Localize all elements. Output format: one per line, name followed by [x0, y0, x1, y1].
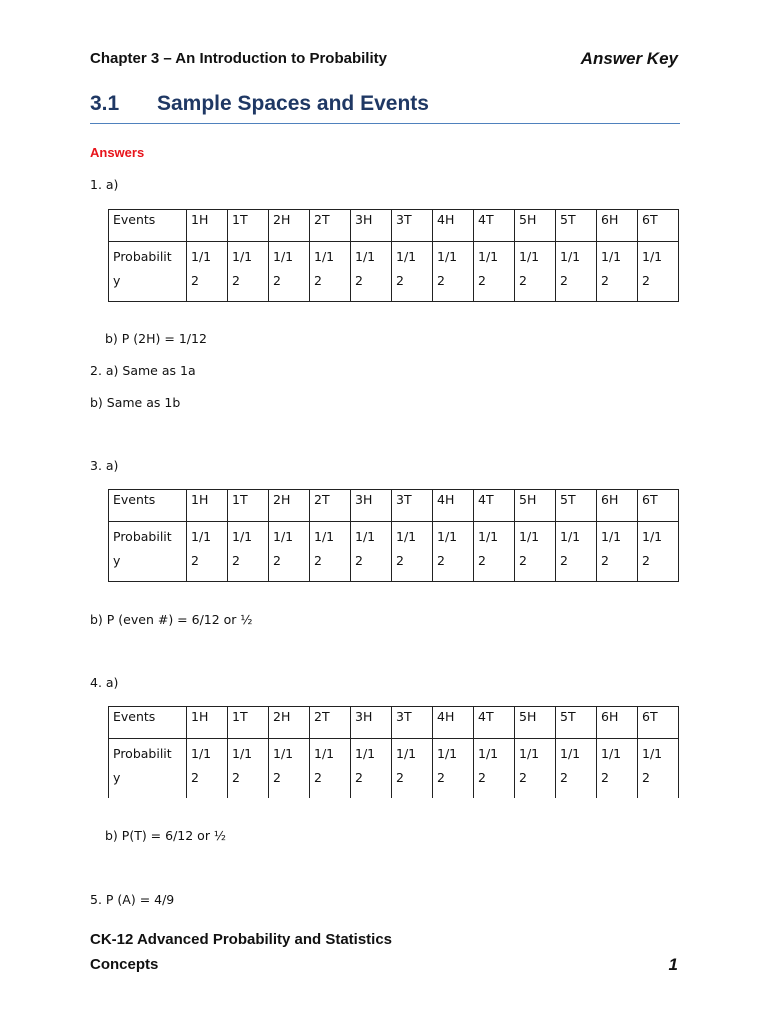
probability-value-line: 1/1: [601, 529, 622, 544]
probability-value-line: 2: [560, 553, 568, 568]
probability-value-line: 2: [232, 273, 240, 288]
probability-value-line: 1/1: [355, 529, 376, 544]
probability-value-line: 1/1: [601, 746, 622, 761]
event-cell: 4T: [474, 210, 515, 242]
event-cell: 5H: [515, 707, 556, 739]
probability-value-line: 1/1: [273, 249, 294, 264]
probability-cell: [351, 522, 392, 582]
probability-label-line: Probabilit: [113, 249, 172, 264]
probability-value-line: 2: [232, 770, 240, 785]
q2-b: b) Same as 1b: [90, 395, 181, 410]
probability-value-line: 2: [396, 273, 404, 288]
probability-table-1: [108, 209, 679, 302]
probability-value-line: 1/1: [273, 529, 294, 544]
q4-b: b) P(T) = 6/12 or ½: [105, 828, 227, 843]
probability-value-line: 1/1: [437, 529, 458, 544]
probability-cell: [638, 242, 679, 302]
probability-value-line: 1/1: [642, 529, 663, 544]
probability-label-line: Probabilit: [113, 746, 172, 761]
probability-cell: [474, 739, 515, 799]
event-cell: 4H: [433, 210, 474, 242]
event-cell: 6T: [638, 707, 679, 739]
probability-value-line: 2: [642, 553, 650, 568]
section-title: Sample Spaces and Events: [157, 92, 429, 115]
answer-key-label: Answer Key: [580, 49, 678, 68]
probability-value-line: 2: [560, 273, 568, 288]
events-row: [109, 210, 679, 242]
event-cell: 3H: [351, 707, 392, 739]
event-cell: 3T: [392, 490, 433, 522]
probability-cell: [392, 739, 433, 799]
probability-value-line: 1/1: [396, 249, 417, 264]
probability-label-line: Probabilit: [113, 529, 172, 544]
probability-value-line: 2: [232, 553, 240, 568]
section-heading: [90, 92, 429, 116]
event-cell: 1H: [187, 490, 228, 522]
probability-value-line: 2: [601, 553, 609, 568]
probability-value-line: 2: [191, 553, 199, 568]
probability-value-line: 1/1: [355, 249, 376, 264]
probability-value-line: 1/1: [478, 746, 499, 761]
footer-book-title: CK-12 Advanced Probability and Statistics: [90, 931, 393, 948]
q2-a: 2. a) Same as 1a: [90, 363, 196, 378]
probability-cell: [269, 522, 310, 582]
probability-value-line: 1/1: [273, 746, 294, 761]
chapter-title: Chapter 3 – An Introduction to Probability: [90, 50, 387, 67]
probability-label-line: y: [113, 273, 121, 288]
probability-value-line: 2: [560, 770, 568, 785]
event-cell: 1H: [187, 210, 228, 242]
probability-row: [109, 522, 679, 582]
probability-cell: [597, 522, 638, 582]
probability-value-line: 2: [396, 770, 404, 785]
events-label-cell: Events: [109, 490, 187, 522]
event-cell: 3H: [351, 490, 392, 522]
probability-value-line: 1/1: [519, 249, 540, 264]
probability-value-line: 1/1: [519, 746, 540, 761]
probability-value-line: 2: [437, 770, 445, 785]
probability-row: [109, 739, 679, 799]
probability-value-line: 2: [519, 553, 527, 568]
event-cell: 5H: [515, 210, 556, 242]
probability-value-line: 2: [601, 273, 609, 288]
event-cell: 5T: [556, 490, 597, 522]
probability-table-3: [108, 489, 679, 582]
probability-cell: [269, 242, 310, 302]
events-row: [109, 490, 679, 522]
probability-value-line: 2: [314, 770, 322, 785]
event-cell: 5T: [556, 707, 597, 739]
event-cell: 5H: [515, 490, 556, 522]
probability-value-line: 1/1: [478, 529, 499, 544]
probability-value-line: 1/1: [560, 249, 581, 264]
event-cell: 2T: [310, 210, 351, 242]
probability-cell: [515, 242, 556, 302]
probability-label-line: y: [113, 770, 121, 785]
probability-value-line: 1/1: [560, 529, 581, 544]
probability-cell: [269, 739, 310, 799]
probability-cell: [187, 522, 228, 582]
event-cell: 1H: [187, 707, 228, 739]
event-cell: 3H: [351, 210, 392, 242]
probability-cell: [556, 242, 597, 302]
probability-value-line: 1/1: [191, 746, 212, 761]
probability-value-line: 1/1: [314, 529, 335, 544]
event-cell: 5T: [556, 210, 597, 242]
probability-value-line: 1/1: [232, 529, 253, 544]
event-cell: 6T: [638, 210, 679, 242]
probability-value-line: 1/1: [232, 249, 253, 264]
event-cell: 2H: [269, 707, 310, 739]
event-cell: 2T: [310, 490, 351, 522]
event-cell: 1T: [228, 490, 269, 522]
probability-cell: [515, 522, 556, 582]
q1-a: 1. a): [90, 177, 119, 192]
probability-cell: [556, 739, 597, 799]
probability-value-line: 1/1: [437, 746, 458, 761]
section-divider: [90, 123, 680, 124]
probability-cell: [187, 739, 228, 799]
event-cell: 6T: [638, 490, 679, 522]
probability-cell: [638, 739, 679, 799]
event-cell: 4H: [433, 490, 474, 522]
probability-value-line: 2: [519, 770, 527, 785]
probability-value-line: 2: [478, 553, 486, 568]
probability-cell: [556, 522, 597, 582]
probability-value-line: 1/1: [232, 746, 253, 761]
answers-label: Answers: [90, 145, 145, 160]
probability-label-cell: [109, 739, 187, 799]
probability-value-line: 2: [273, 553, 281, 568]
probability-label-line: y: [113, 553, 121, 568]
events-label-cell: Events: [109, 210, 187, 242]
probability-row: [109, 242, 679, 302]
event-cell: 1T: [228, 210, 269, 242]
probability-value-line: 2: [437, 273, 445, 288]
probability-cell: [515, 739, 556, 799]
probability-cell: [228, 522, 269, 582]
probability-cell: [392, 242, 433, 302]
probability-cell: [310, 739, 351, 799]
probability-cell: [474, 242, 515, 302]
probability-cell: [351, 739, 392, 799]
probability-value-line: 2: [642, 273, 650, 288]
probability-cell: [474, 522, 515, 582]
probability-cell: [433, 522, 474, 582]
probability-value-line: 1/1: [560, 746, 581, 761]
probability-value-line: 1/1: [642, 249, 663, 264]
probability-cell: [228, 739, 269, 799]
probability-cell: [597, 739, 638, 799]
page-number: 1: [668, 955, 678, 974]
probability-value-line: 2: [314, 273, 322, 288]
event-cell: 6H: [597, 707, 638, 739]
probability-cell: [433, 739, 474, 799]
probability-value-line: 1/1: [601, 249, 622, 264]
event-cell: 4T: [474, 707, 515, 739]
probability-value-line: 1/1: [314, 249, 335, 264]
events-row: [109, 707, 679, 739]
probability-cell: [310, 242, 351, 302]
q3-a: 3. a): [90, 458, 119, 473]
section-number: 3.1: [90, 92, 120, 115]
probability-value-line: 1/1: [191, 529, 212, 544]
probability-value-line: 1/1: [396, 746, 417, 761]
event-cell: 4H: [433, 707, 474, 739]
probability-value-line: 2: [478, 273, 486, 288]
event-cell: 6H: [597, 490, 638, 522]
event-cell: 1T: [228, 707, 269, 739]
q4-a: 4. a): [90, 675, 119, 690]
probability-cell: [187, 242, 228, 302]
probability-value-line: 2: [273, 770, 281, 785]
probability-value-line: 2: [191, 273, 199, 288]
probability-value-line: 2: [314, 553, 322, 568]
probability-label-cell: [109, 522, 187, 582]
probability-cell: [310, 522, 351, 582]
event-cell: 4T: [474, 490, 515, 522]
probability-label-cell: [109, 242, 187, 302]
events-label-cell: Events: [109, 707, 187, 739]
probability-value-line: 1/1: [191, 249, 212, 264]
event-cell: 2T: [310, 707, 351, 739]
probability-value-line: 2: [355, 273, 363, 288]
probability-value-line: 1/1: [642, 746, 663, 761]
probability-cell: [228, 242, 269, 302]
probability-value-line: 2: [519, 273, 527, 288]
probability-cell: [392, 522, 433, 582]
event-cell: 6H: [597, 210, 638, 242]
probability-value-line: 1/1: [355, 746, 376, 761]
footer-book-title-cont: Concepts: [90, 956, 159, 973]
probability-value-line: 1/1: [314, 746, 335, 761]
probability-value-line: 1/1: [396, 529, 417, 544]
q5: 5. P (A) = 4/9: [90, 892, 175, 907]
probability-value-line: 2: [191, 770, 199, 785]
probability-value-line: 2: [601, 770, 609, 785]
probability-value-line: 2: [396, 553, 404, 568]
probability-cell: [597, 242, 638, 302]
probability-value-line: 2: [437, 553, 445, 568]
probability-value-line: 1/1: [437, 249, 458, 264]
probability-value-line: 2: [642, 770, 650, 785]
probability-value-line: 1/1: [519, 529, 540, 544]
probability-value-line: 2: [355, 770, 363, 785]
probability-value-line: 2: [355, 553, 363, 568]
q1-b: b) P (2H) = 1/12: [105, 331, 207, 346]
probability-value-line: 1/1: [478, 249, 499, 264]
probability-cell: [351, 242, 392, 302]
event-cell: 3T: [392, 210, 433, 242]
probability-value-line: 2: [478, 770, 486, 785]
probability-cell: [433, 242, 474, 302]
event-cell: 2H: [269, 210, 310, 242]
q3-b: b) P (even #) = 6/12 or ½: [90, 612, 253, 627]
event-cell: 3T: [392, 707, 433, 739]
probability-cell: [638, 522, 679, 582]
probability-table-4: [108, 706, 679, 798]
probability-value-line: 2: [273, 273, 281, 288]
event-cell: 2H: [269, 490, 310, 522]
